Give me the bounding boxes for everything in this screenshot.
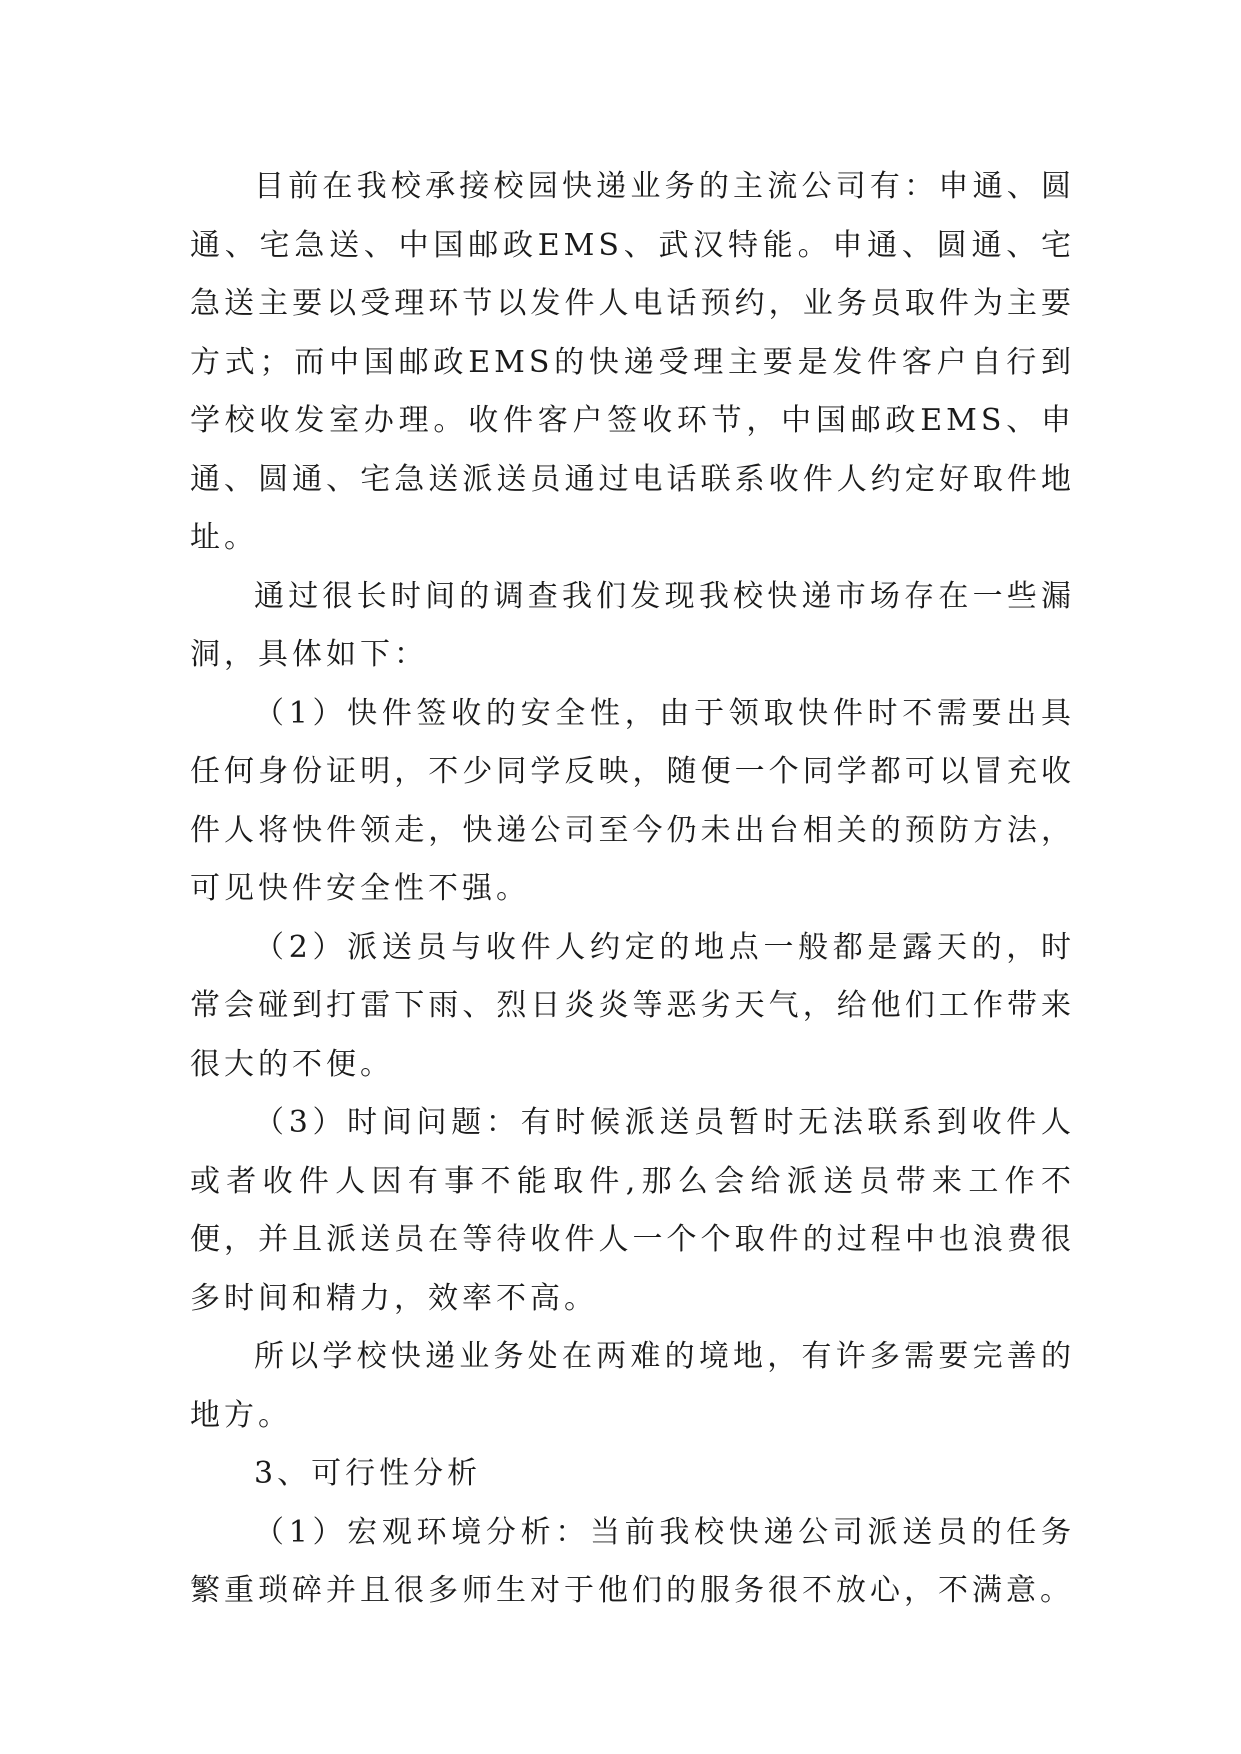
paragraph-item-macro-analysis: （1）宏观环境分析：当前我校快递公司派送员的任务繁重琐碎并且很多师生对于他们的服务很不放心，不满意。	[190, 1514, 1075, 1608]
document-body	[190, 158, 1075, 1621]
paragraph-item-security: （1）快件签收的安全性，由于领取快件时不需要出具任何身份证明，不少同学反映，随便一个同学都可以冒充收件人将快件领走，快递公司至今仍未出台相关的预防方法，可见快件安全性不强。	[190, 695, 1075, 906]
paragraph-item-time: （3）时间问题：有时候派送员暂时无法联系到收件人或者收件人因有事不能取件,那么会给派送员带来工作不便，并且派送员在等待收件人一个个取件的过程中也浪费很多时间和精力，效率不高。	[190, 1105, 1075, 1316]
paragraph-courier-companies: 目前在我校承接校园快递业务的主流公司有：申通、圆通、宅急送、中国邮政EMS、武汉特能。申通、圆通、宅急送主要以受理环节以发件人电话预约，业务员取件为主要方式；而中国邮政EMS的快递受理主要是发件客户自行到学校收发室办理。收件客户签收环节，中国邮政EMS、申通、圆通、宅急送派送员通过电话联系收件人约定好取件地址。	[190, 169, 1075, 555]
section-heading-feasibility: 3、可行性分析	[254, 1456, 482, 1491]
paragraph-survey-intro: 通过很长时间的调查我们发现我校快递市场存在一些漏洞，具体如下：	[190, 578, 1075, 672]
paragraph-item-location: （2）派送员与收件人约定的地点一般都是露天的，时常会碰到打雷下雨、烈日炎炎等恶劣天气，给他们工作带来很大的不便。	[190, 929, 1075, 1082]
paragraph-summary: 所以学校快递业务处在两难的境地，有许多需要完善的地方。	[190, 1339, 1075, 1433]
